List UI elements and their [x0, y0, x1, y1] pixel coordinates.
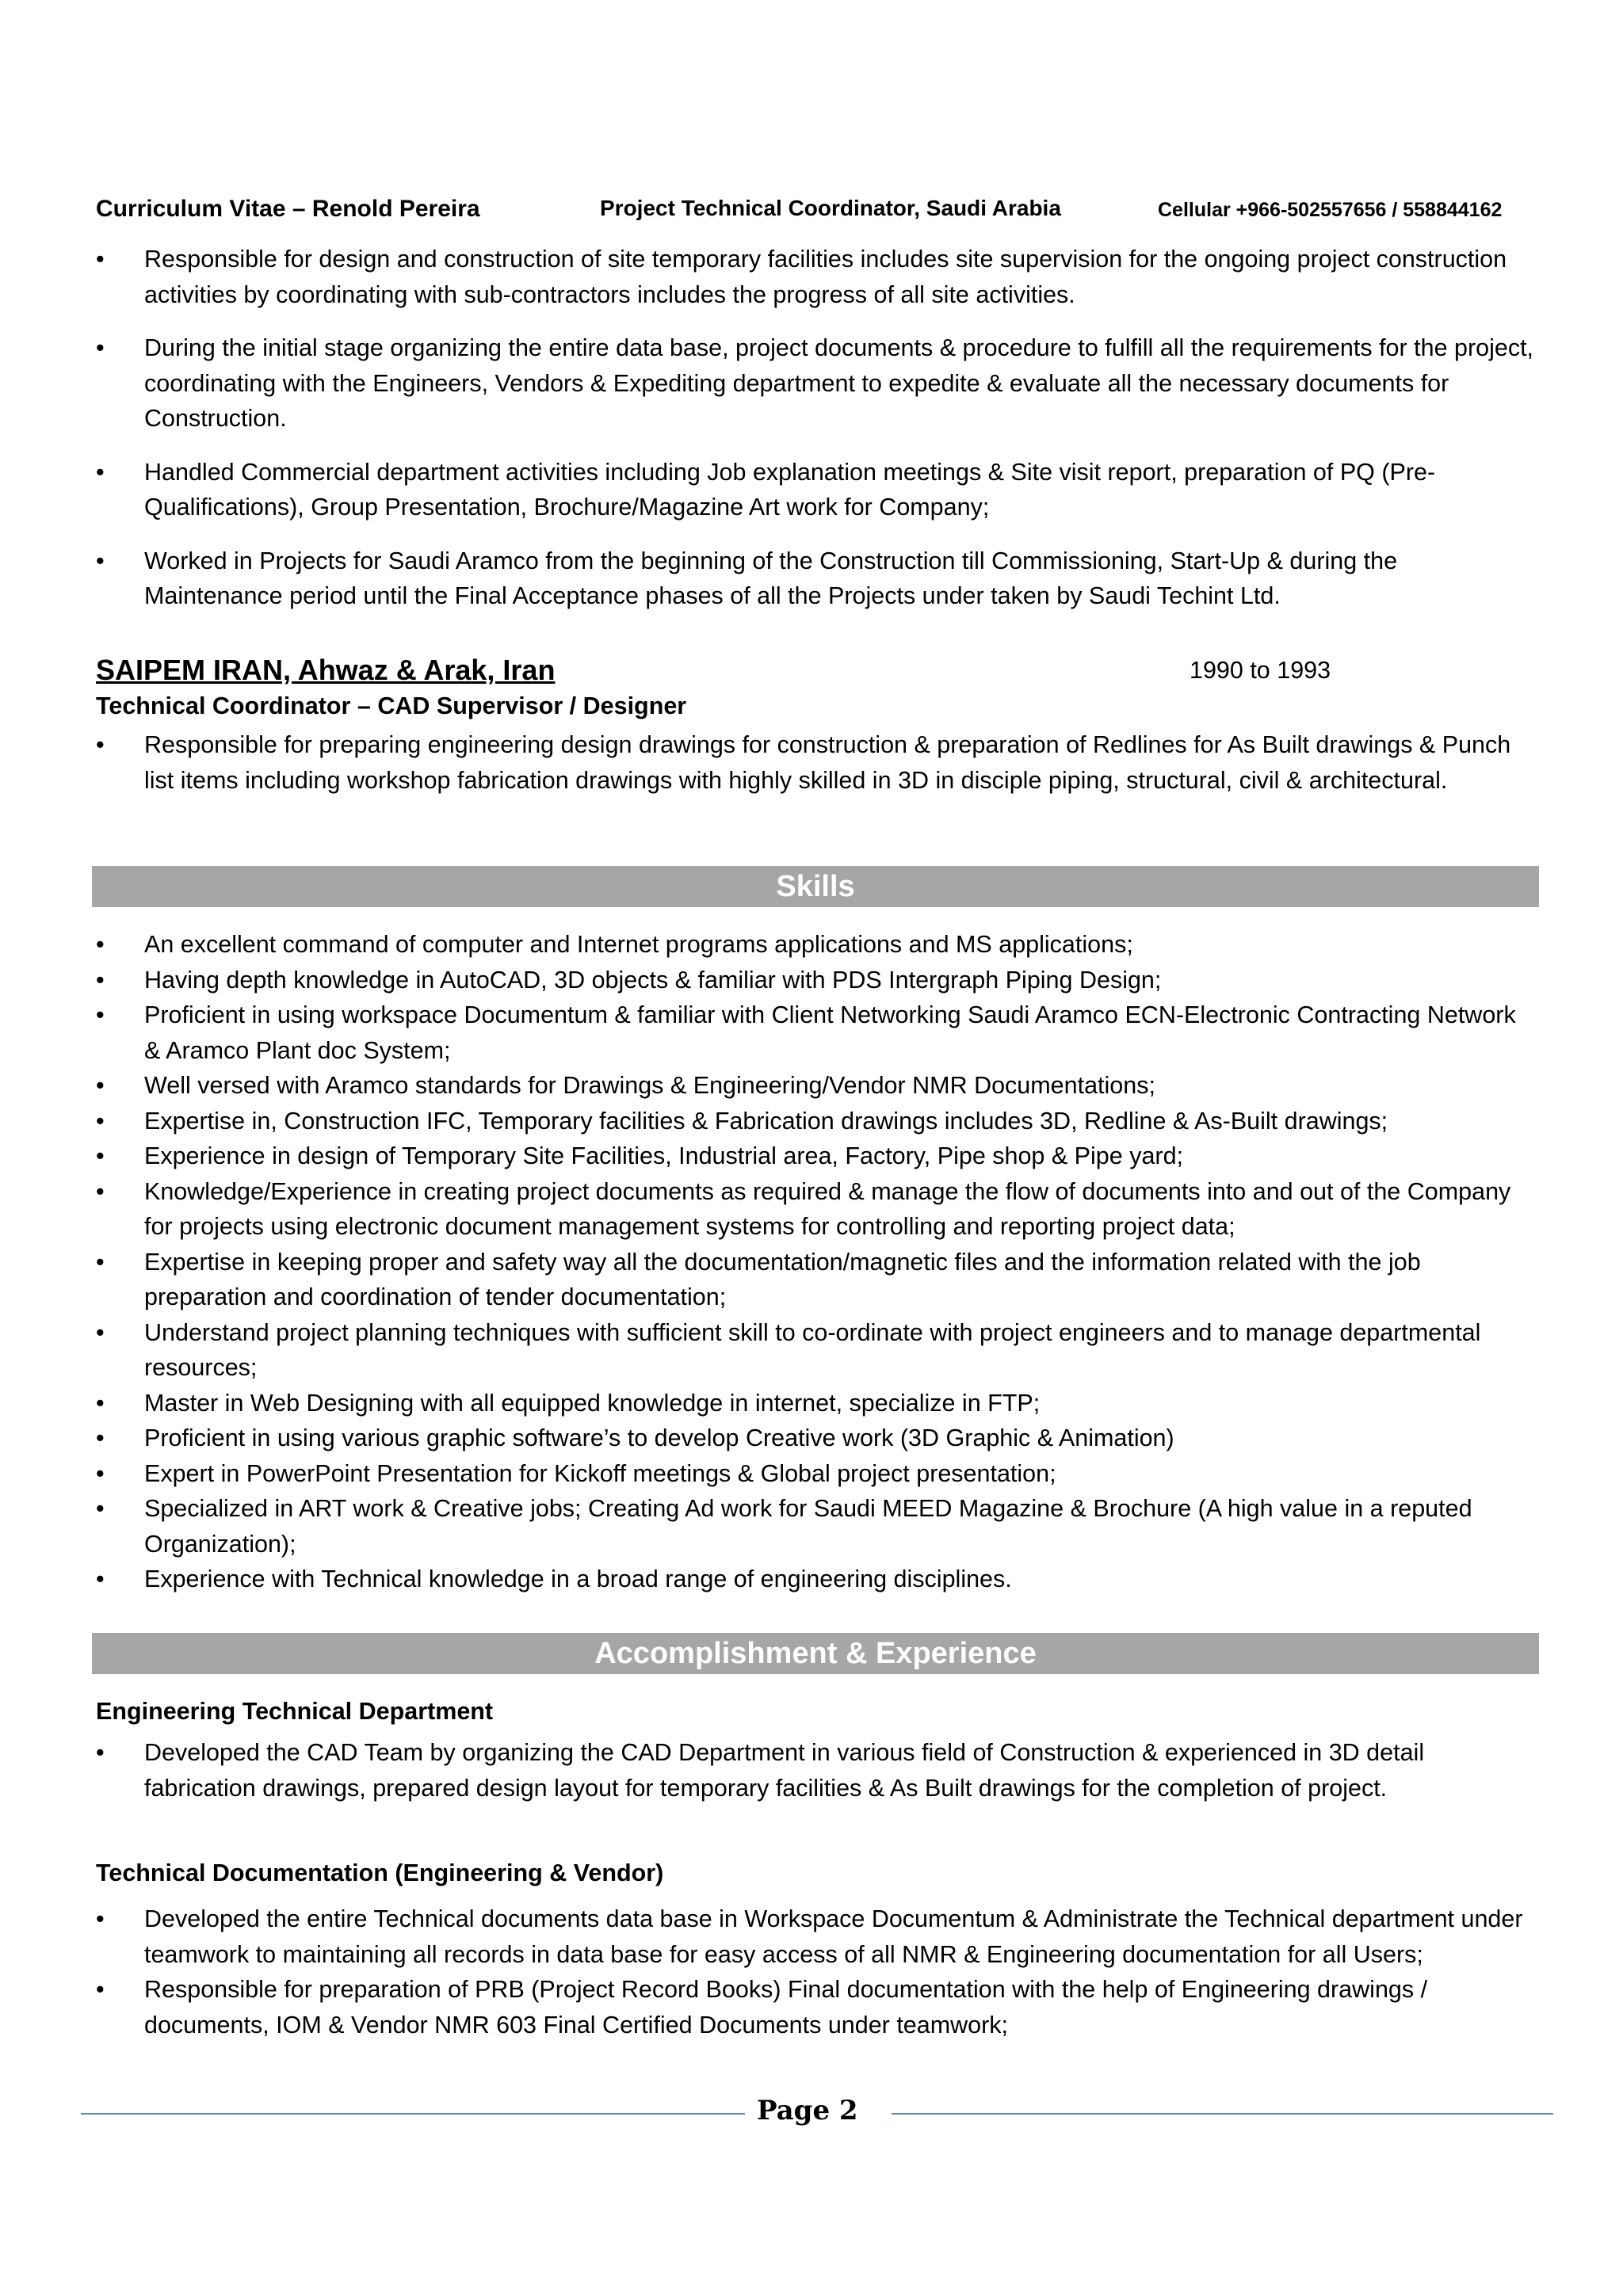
employer-heading [96, 654, 1538, 687]
list-item: • Expertise in, Construction IFC, Temporary facilities & Fabrication drawings includes 3D, Redline & As-Built drawings; [96, 1104, 1538, 1139]
list-item: • Master in Web Designing with all equipped knowledge in internet, specialize in FTP; [96, 1386, 1538, 1421]
job-role: Technical Coordinator – CAD Supervisor / Designer [96, 692, 687, 719]
list-item: • Worked in Projects for Saudi Aramco from the beginning of the Construction till Commissioning, Start-Up & during the Maintenance period until the Final Acceptance phases of all the Projects under taken by Saudi Techint Ltd. [96, 543, 1538, 614]
list-item: • Developed the entire Technical documents data base in Workspace Documentum & Administrate the Technical department under teamwork to maintaining all records in data base for easy access of all NMR & Engineering documentation for all Users; [96, 1901, 1538, 1972]
saipem-section [96, 727, 1538, 798]
list-item: • Understand project planning techniques with sufficient skill to co-ordinate with project engineers and to manage departmental resources; [96, 1315, 1538, 1386]
list-item: • Having depth knowledge in AutoCAD, 3D objects & familiar with PDS Intergraph Piping Design; [96, 963, 1538, 998]
documentation-subheading: Technical Documentation (Engineering & Vendor) [96, 1859, 664, 1886]
footer-rule-left [81, 2113, 745, 2115]
list-item: • Knowledge/Experience in creating project documents as required & manage the flow of documents into and out of the Company for projects using electronic document management systems for controlling and reporting project data; [96, 1174, 1538, 1245]
list-item: • Specialized in ART work & Creative jobs; Creating Ad work for Saudi MEED Magazine & Brochure (A high value in a reputed Organization); [96, 1491, 1538, 1562]
list-item: • Responsible for preparing engineering design drawings for construction & preparation of Redlines for As Built drawings & Punch list items including workshop fabrication drawings with highly skilled in 3D in disciple piping, structural, civil & architectural. [96, 727, 1538, 798]
list-item: • Proficient in using workspace Documentum & familiar with Client Networking Saudi Aramco ECN-Electronic Contracting Network & Aramco Plant doc System; [96, 997, 1538, 1068]
list-item: • Experience with Technical knowledge in a broad range of engineering disciplines. [96, 1562, 1538, 1597]
list-item: • Proficient in using various graphic software’s to develop Creative work (3D Graphic & Animation) [96, 1421, 1538, 1456]
employer-name: SAIPEM IRAN, Ahwaz & Arak, Iran [96, 654, 556, 686]
list-item: • During the initial stage organizing the entire data base, project documents & procedure to fulfill all the requirements for the project, coordinating with the Engineers, Vendors & Expediting department to expedite & evaluate all the necessary documents for Construction. [96, 330, 1538, 437]
header-name: Curriculum Vitae – Renold Pereira [96, 196, 480, 222]
employment-dates: 1990 to 1993 [1190, 657, 1331, 684]
intro-section [96, 242, 1538, 614]
skills-section [96, 927, 1538, 1597]
list-item: • Well versed with Aramco standards for Drawings & Engineering/Vendor NMR Documentations; [96, 1068, 1538, 1104]
documentation-section [96, 1901, 1538, 2042]
header-cellular: Cellular +966-502557656 / 558844162 [1158, 199, 1503, 221]
engineering-subheading: Engineering Technical Department [96, 1698, 494, 1725]
header-title: Project Technical Coordinator, Saudi Arabia [600, 196, 1061, 220]
list-item: • An excellent command of computer and Internet programs applications and MS applications; [96, 927, 1538, 963]
documentation-bullet-list [96, 1901, 1538, 2042]
page-number: Page 2 [757, 2095, 858, 2126]
list-item: • Experience in design of Temporary Site Facilities, Industrial area, Factory, Pipe shop & Pipe yard; [96, 1138, 1538, 1174]
skills-section-bar: Skills [92, 866, 1539, 907]
engineering-section [96, 1735, 1538, 1806]
page-header [96, 196, 1538, 227]
list-item: • Handled Commercial department activities including Job explanation meetings & Site visit report, preparation of PQ (Pre-Qualifications), Group Presentation, Brochure/Magazine Art work for Company; [96, 455, 1538, 525]
intro-bullet-list [96, 242, 1538, 614]
saipem-bullet-list [96, 727, 1538, 798]
list-item: • Responsible for design and construction of site temporary facilities includes site supervision for the ongoing project construction activities by coordinating with sub-contractors includes the progress of all site activities. [96, 242, 1538, 312]
list-item: • Developed the CAD Team by organizing the CAD Department in various field of Construction & experienced in 3D detail fabrication drawings, prepared design layout for temporary facilities & As Built drawings for the completion of project. [96, 1735, 1538, 1806]
skills-bullet-list [96, 927, 1538, 1597]
footer-rule-right [892, 2113, 1553, 2115]
list-item: • Expertise in keeping proper and safety way all the documentation/magnetic files and the information related with the job preparation and coordination of tender documentation; [96, 1245, 1538, 1315]
list-item: • Responsible for preparation of PRB (Project Record Books) Final documentation with the help of Engineering drawings / documents, IOM & Vendor NMR 603 Final Certified Documents under teamwork; [96, 1972, 1538, 2042]
list-item: • Expert in PowerPoint Presentation for Kickoff meetings & Global project presentation; [96, 1456, 1538, 1492]
engineering-bullet-list [96, 1735, 1538, 1806]
accomplishment-section-bar: Accomplishment & Experience [92, 1633, 1539, 1674]
